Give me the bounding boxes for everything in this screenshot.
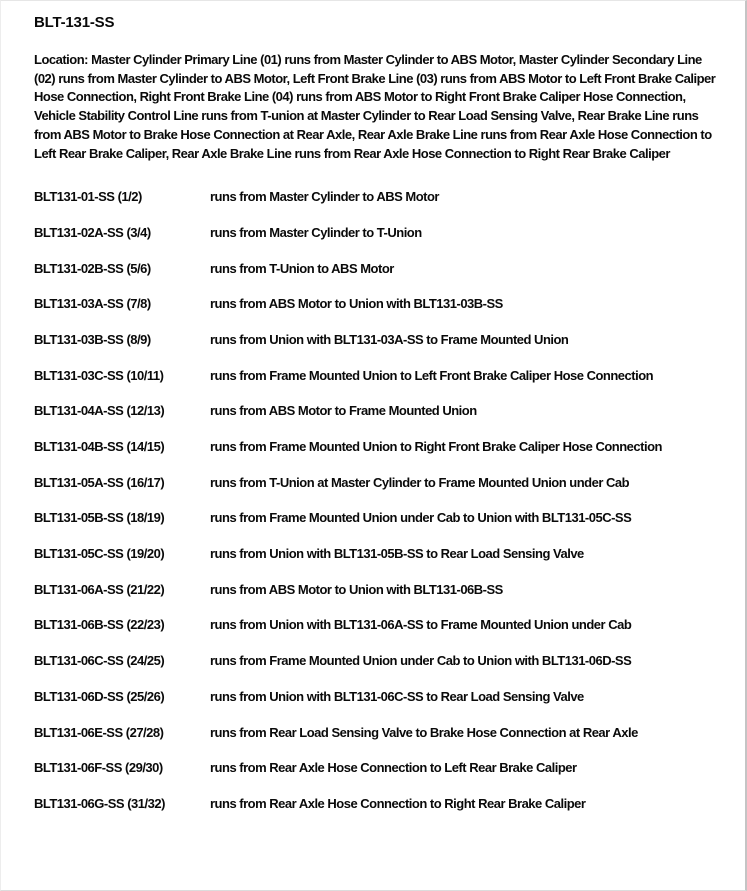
part-label — [34, 617, 210, 632]
part-row — [34, 403, 715, 418]
part-number: BLT131-02A-SS — [34, 224, 124, 240]
part-row — [34, 439, 715, 454]
part-label — [34, 689, 210, 704]
part-description: runs from Frame Mounted Union under Cab to Union with BLT131-06D-SS — [210, 653, 632, 669]
part-count: (31/32) — [127, 795, 165, 811]
part-number: BLT131-06A-SS — [34, 581, 124, 597]
part-label — [34, 261, 210, 276]
part-label — [34, 796, 210, 811]
part-count: (1/2) — [117, 189, 142, 205]
part-count: (16/17) — [126, 474, 165, 490]
part-label — [34, 475, 210, 490]
part-description: runs from Master Cylinder to ABS Motor — [210, 189, 439, 205]
part-count: (27/28) — [125, 724, 164, 740]
part-description: runs from Master Cylinder to T-Union — [210, 224, 422, 240]
part-row — [34, 546, 715, 561]
part-description: runs from Frame Mounted Union to Right Front Brake Caliper Hose Connection — [210, 439, 662, 455]
part-description: runs from Union with BLT131-05B-SS to Rear Load Sensing Valve — [210, 546, 584, 562]
part-row — [34, 296, 715, 311]
part-row — [34, 261, 715, 276]
part-number: BLT131-04A-SS — [34, 403, 124, 419]
part-label — [34, 653, 210, 668]
part-number: BLT131-06C-SS — [34, 653, 124, 669]
part-count: (14/15) — [126, 439, 165, 455]
part-count: (8/9) — [126, 331, 151, 347]
part-number: BLT131-06G-SS — [34, 795, 125, 811]
part-label — [34, 332, 210, 347]
part-label — [34, 546, 210, 561]
part-number: BLT131-06E-SS — [34, 724, 123, 740]
part-label — [34, 725, 210, 740]
part-count: (7/8) — [126, 296, 151, 312]
part-number: BLT131-04B-SS — [34, 439, 124, 455]
part-description: runs from T-Union at Master Cylinder to Frame Mounted Union under Cab — [210, 474, 630, 490]
part-count: (22/23) — [126, 617, 165, 633]
part-row — [34, 332, 715, 347]
part-label — [34, 760, 210, 775]
part-count: (10/11) — [126, 367, 164, 383]
part-label — [34, 368, 210, 383]
part-row — [34, 760, 715, 775]
part-description: runs from Rear Axle Hose Connection to Left Rear Brake Caliper — [210, 760, 577, 776]
part-count: (25/26) — [126, 688, 165, 704]
part-description: runs from ABS Motor to Frame Mounted Union — [210, 403, 477, 419]
part-row — [34, 189, 715, 204]
part-count: (5/6) — [126, 260, 151, 276]
part-number: BLT131-05B-SS — [34, 510, 124, 526]
part-row — [34, 510, 715, 525]
part-count: (12/13) — [126, 403, 165, 419]
part-row — [34, 617, 715, 632]
part-description: runs from Union with BLT131-03A-SS to Frame Mounted Union — [210, 331, 569, 347]
part-number: BLT131-02B-SS — [34, 260, 124, 276]
part-number: BLT131-05C-SS — [34, 546, 124, 562]
part-label — [34, 296, 210, 311]
part-number: BLT131-03A-SS — [34, 296, 124, 312]
part-number: BLT131-01-SS — [34, 189, 115, 205]
part-number: BLT131-03C-SS — [34, 367, 124, 383]
part-number: BLT131-06F-SS — [34, 760, 122, 776]
part-description: runs from T-Union to ABS Motor — [210, 260, 394, 276]
part-label — [34, 510, 210, 525]
part-label — [34, 225, 210, 240]
part-description: runs from Rear Axle Hose Connection to Right Rear Brake Caliper — [210, 795, 586, 811]
part-number: BLT131-03B-SS — [34, 331, 124, 347]
part-row — [34, 225, 715, 240]
part-row — [34, 475, 715, 490]
part-description: runs from ABS Motor to Union with BLT131-06B-SS — [210, 581, 503, 597]
document-page — [1, 1, 745, 811]
part-row — [34, 582, 715, 597]
part-count: (24/25) — [126, 653, 165, 669]
part-label — [34, 403, 210, 418]
part-count: (21/22) — [126, 581, 165, 597]
part-description: runs from ABS Motor to Union with BLT131-03B-SS — [210, 296, 503, 312]
part-description: runs from Frame Mounted Union to Left Front Brake Caliper Hose Connection — [210, 367, 654, 383]
part-count: (3/4) — [126, 224, 151, 240]
part-label — [34, 189, 210, 204]
part-row — [34, 796, 715, 811]
part-row — [34, 653, 715, 668]
part-label — [34, 439, 210, 454]
part-description: runs from Union with BLT131-06A-SS to Frame Mounted Union under Cab — [210, 617, 632, 633]
part-row — [34, 689, 715, 704]
part-description: runs from Frame Mounted Union under Cab to Union with BLT131-05C-SS — [210, 510, 632, 526]
part-count: (29/30) — [125, 760, 163, 776]
part-description: runs from Rear Load Sensing Valve to Brake Hose Connection at Rear Axle — [210, 724, 638, 740]
part-list — [34, 189, 715, 811]
part-row — [34, 368, 715, 383]
page-title: BLT-131-SS — [34, 14, 115, 31]
location-paragraph: Location: Master Cylinder Primary Line (01) runs from Master Cylinder to ABS Motor, Master Cylinder Secondary Line (02) runs from Master Cylinder to ABS Motor, Left Front Brake Line (03) runs from ABS Motor to Left Front Brake Caliper Hose Connection, Right Front Brake Line (04) runs from ABS Motor to Right Front Brake Caliper Hose Connection, Vehicle Stability Control Line runs from T-union at Master Cylinder to Rear Load Sensing Valve, Rear Brake Line runs from ABS Motor to Brake Hose Connection at Rear Axle, Rear Axle Brake Line runs from Rear Axle Hose Connection to Left Rear Brake Caliper, Rear Axle Brake Line runs from Rear Axle Hose Connection to Right Rear Brake Caliper — [34, 52, 716, 161]
part-count: (19/20) — [126, 546, 165, 562]
part-number: BLT131-05A-SS — [34, 474, 124, 490]
part-count: (18/19) — [126, 510, 165, 526]
part-number: BLT131-06B-SS — [34, 617, 124, 633]
part-label — [34, 582, 210, 597]
part-row — [34, 725, 715, 740]
part-number: BLT131-06D-SS — [34, 688, 124, 704]
part-description: runs from Union with BLT131-06C-SS to Rear Load Sensing Valve — [210, 688, 584, 704]
